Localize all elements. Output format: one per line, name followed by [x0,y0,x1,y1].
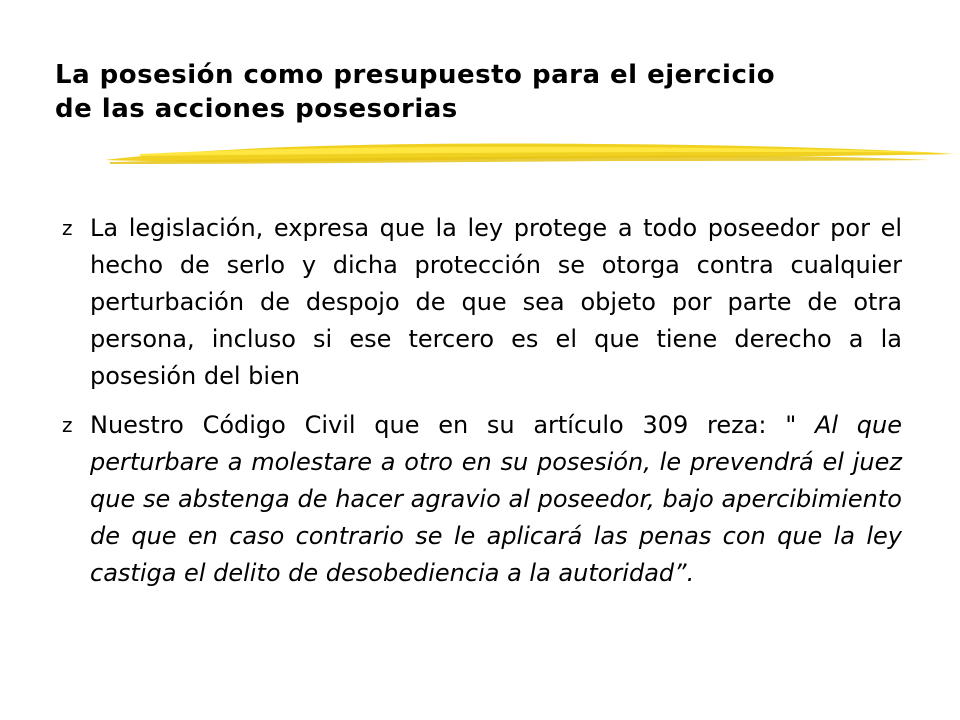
bullet-text-2-quote: Al que perturbare a molestare a otro en su posesión, le prevendrá el juez que se abstenga de hacer agravio al poseedor, bajo apercibimiento de que en caso contrario se le aplicará las penas con que la ley castiga el delito de desobediencia a la autoridad”. [90,411,902,587]
slide-title [55,58,915,126]
bullet-item-1 [62,210,902,395]
brush-underline [100,140,960,174]
slide-title-line-2: de las acciones posesorias [55,94,458,124]
bullet-list [62,210,902,604]
bullet-marker-icon: z [62,216,73,240]
bullet-text-2-normal: Nuestro Código Civil que en su artículo 309 reza: " [90,411,815,439]
bullet-marker-icon: z [62,413,73,437]
slide-title-line-1: La posesión como presupuesto para el ejercicio [55,60,776,90]
bullet-item-2 [62,407,902,592]
bullet-text-1: La legislación, expresa que la ley protege a todo poseedor por el hecho de serlo y dicha protección se otorga contra cualquier perturbación de despojo de que sea objeto por parte de otra persona, incluso si ese tercero es el que tiene derecho a la posesión del bien [90,214,902,390]
